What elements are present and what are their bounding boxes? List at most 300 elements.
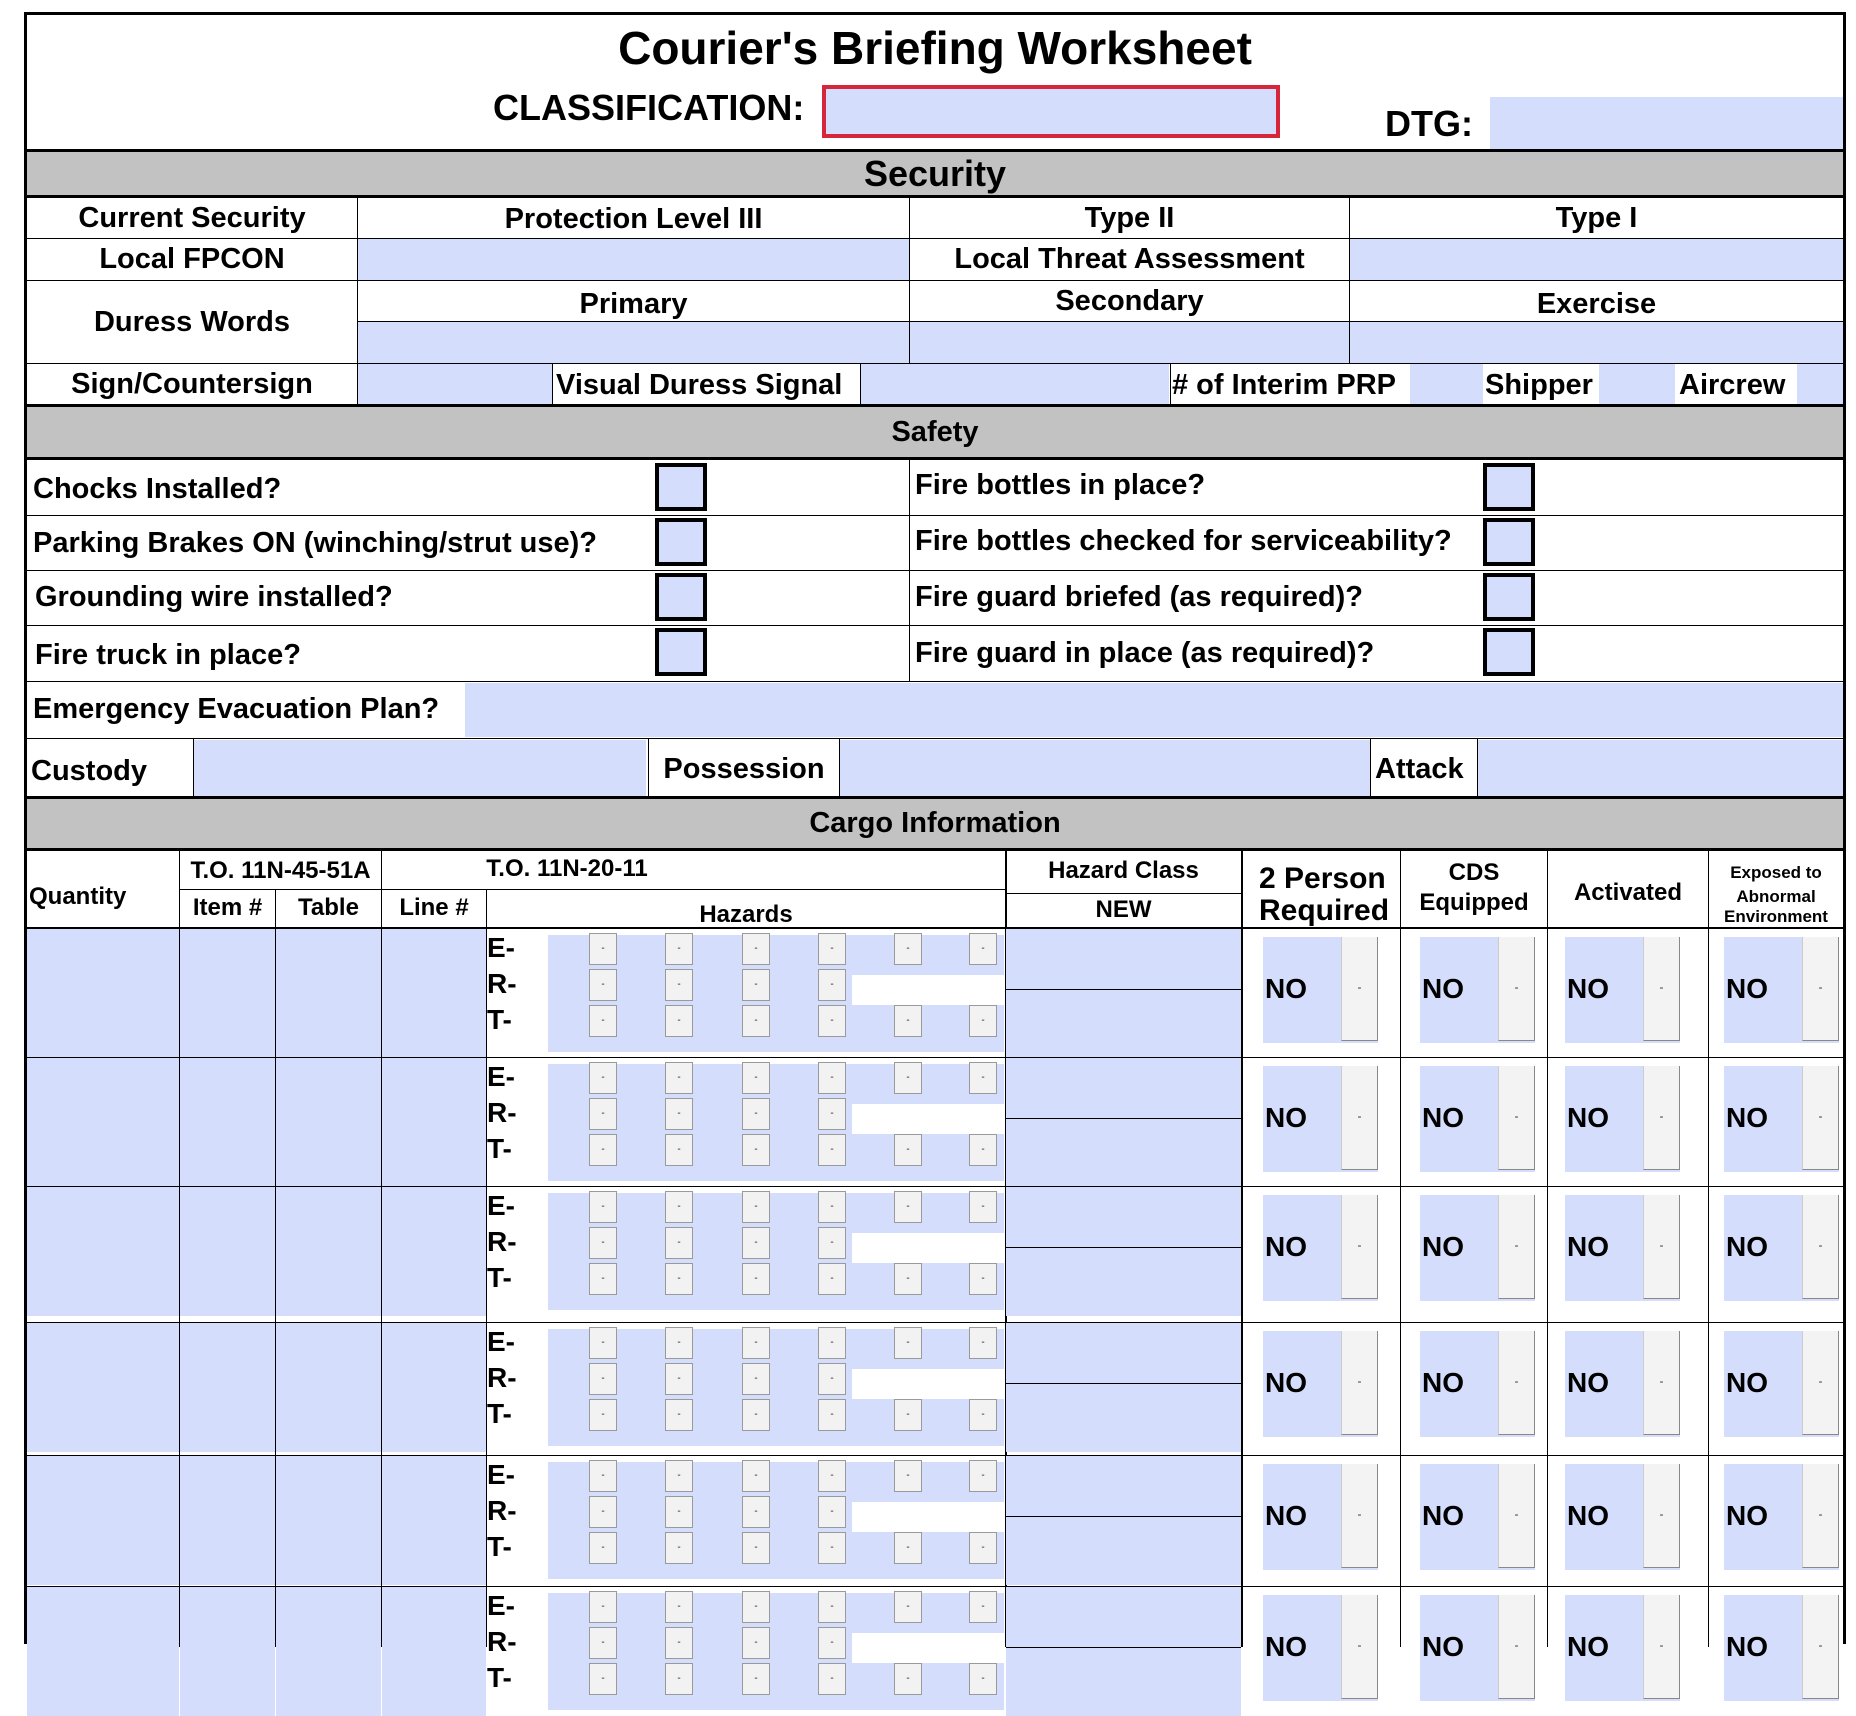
to-45-51a-header: T.O. 11N-45-51A (190, 857, 371, 884)
dropdown-value: NO (1567, 1500, 1609, 1531)
hazard-spin-button[interactable]: - (969, 1062, 997, 1094)
hazard-class-divider (1006, 1247, 1241, 1248)
ert-label: R- (487, 1626, 517, 1657)
dropdown-value: NO (1265, 1102, 1307, 1133)
dropdown-value: NO (1422, 1631, 1464, 1662)
hazards-gap (852, 975, 1004, 1005)
ert-label: R- (487, 1362, 517, 1393)
hazard-spin-button[interactable]: - (589, 1098, 617, 1130)
hazard-class-cell[interactable] (1006, 1323, 1241, 1452)
ert-label: E- (487, 1061, 515, 1092)
two-person-dropdown[interactable] (1263, 1331, 1378, 1437)
dropdown-value: NO (1726, 973, 1768, 1004)
hazard-spin-button[interactable]: - (742, 1263, 770, 1295)
fire-guard-in-place-checkbox[interactable] (1483, 628, 1535, 676)
cds-dropdown[interactable] (1420, 1066, 1535, 1172)
hazard-spin-button[interactable]: - (742, 1134, 770, 1166)
hazard-spin-button[interactable]: - (742, 1327, 770, 1359)
table-cell[interactable] (276, 929, 381, 1058)
dtg-label: DTG: (1385, 103, 1473, 144)
hazard-spin-button[interactable]: - (665, 969, 693, 1001)
fire-guard-briefed-label: Fire guard briefed (as required)? (915, 581, 1363, 613)
evac-plan-label: Emergency Evacuation Plan? (33, 693, 440, 725)
activated-dropdown[interactable] (1565, 1331, 1680, 1437)
ert-label: T- (487, 1004, 512, 1035)
hazard-class-cell[interactable] (1006, 929, 1241, 1058)
chevron-down-icon[interactable]: - (1498, 1195, 1535, 1299)
dropdown-value: NO (1265, 1367, 1307, 1398)
chevron-down-icon[interactable]: - (1643, 937, 1680, 1041)
hazard-spin-button[interactable]: - (818, 1627, 846, 1659)
exposed-header-1: Exposed to (1730, 863, 1822, 882)
hazard-spin-button[interactable]: - (818, 969, 846, 1001)
hazard-class-cell[interactable] (1006, 1187, 1241, 1316)
hazard-spin-button[interactable]: - (589, 1134, 617, 1166)
hazard-spin-button[interactable]: - (742, 1191, 770, 1223)
two-person-header-1: 2 Person (1259, 862, 1386, 895)
fire-guard-in-place-label: Fire guard in place (as required)? (915, 637, 1375, 669)
fire-bottles-checked-checkbox[interactable] (1483, 518, 1535, 566)
hazard-spin-button[interactable]: - (969, 1663, 997, 1695)
line-number-cell[interactable] (382, 1187, 486, 1316)
current-security-label: Current Security (78, 202, 306, 234)
quantity-cell[interactable] (27, 1187, 179, 1316)
exposed-header-2: Abnormal (1736, 887, 1816, 906)
hazard-spin-button[interactable]: - (665, 1098, 693, 1130)
hazard-spin-button[interactable]: - (589, 1062, 617, 1094)
hazard-spin-button[interactable]: - (969, 1460, 997, 1492)
hazard-spin-button[interactable]: - (969, 1191, 997, 1223)
chevron-down-icon[interactable]: - (1802, 1066, 1839, 1170)
table-cell[interactable] (276, 1058, 381, 1187)
sign-countersign-label: Sign/Countersign (71, 368, 313, 400)
hazard-spin-button[interactable]: - (818, 1263, 846, 1295)
quantity-cell[interactable] (27, 1323, 179, 1452)
local-threat-field[interactable] (1350, 239, 1843, 280)
hazard-spin-button[interactable]: - (589, 933, 617, 965)
dropdown-value: NO (1422, 1102, 1464, 1133)
hazard-class-divider (1006, 1516, 1241, 1517)
chevron-down-icon[interactable]: - (1341, 937, 1378, 1041)
quantity-cell[interactable] (27, 1587, 179, 1716)
hazard-spin-button[interactable]: - (742, 969, 770, 1001)
hazards-gap (852, 1104, 1004, 1134)
table-cell[interactable] (276, 1187, 381, 1316)
chevron-down-icon[interactable]: - (1341, 1331, 1378, 1435)
grounding-wire-checkbox[interactable] (655, 573, 707, 621)
grounding-wire-label: Grounding wire installed? (35, 581, 393, 613)
dropdown-value: NO (1726, 1102, 1768, 1133)
dropdown-value: NO (1265, 1631, 1307, 1662)
ert-label: T- (487, 1662, 512, 1693)
hazard-spin-button[interactable]: - (742, 1627, 770, 1659)
hazard-class-divider (1006, 989, 1241, 990)
dropdown-value: NO (1567, 1231, 1609, 1262)
hazard-spin-button[interactable]: - (589, 1363, 617, 1395)
classification-field[interactable] (822, 85, 1280, 138)
ert-label: E- (487, 932, 515, 963)
sign-countersign-field[interactable] (358, 364, 552, 404)
hazard-spin-button[interactable]: - (818, 1496, 846, 1528)
hazard-spin-button[interactable]: - (665, 1227, 693, 1259)
hazard-spin-button[interactable]: - (894, 1327, 922, 1359)
chevron-down-icon[interactable]: - (1498, 1066, 1535, 1170)
duress-words-label: Duress Words (93, 306, 291, 338)
ert-label: T- (487, 1262, 512, 1293)
duress-secondary-field[interactable] (910, 322, 1349, 363)
two-person-dropdown[interactable] (1263, 1464, 1378, 1570)
hazard-spin-button[interactable]: - (589, 1191, 617, 1223)
exposed-header-3: Environment (1724, 907, 1828, 926)
hazard-spin-button[interactable]: - (665, 1399, 693, 1431)
hazard-spin-button[interactable]: - (589, 1460, 617, 1492)
exposed-dropdown[interactable] (1724, 1464, 1839, 1570)
exposed-dropdown[interactable] (1724, 937, 1839, 1043)
dropdown-value: NO (1422, 973, 1464, 1004)
hazard-spin-button[interactable]: - (742, 1399, 770, 1431)
hazard-spin-button[interactable]: - (818, 1062, 846, 1094)
chevron-down-icon[interactable]: - (1498, 1331, 1535, 1435)
page-title: Courier's Briefing Worksheet (618, 22, 1252, 74)
custody-field[interactable] (194, 740, 646, 796)
fire-guard-briefed-checkbox[interactable] (1483, 573, 1535, 621)
duress-secondary-label: Secondary (1055, 285, 1204, 317)
hazard-spin-button[interactable]: - (665, 1062, 693, 1094)
dropdown-value: NO (1567, 1631, 1609, 1662)
hazard-spin-button[interactable]: - (742, 1496, 770, 1528)
chevron-down-icon[interactable]: - (1341, 1595, 1378, 1699)
hazards-gap (852, 1369, 1004, 1399)
line-number-header: Line # (399, 894, 469, 921)
activated-dropdown[interactable] (1565, 1195, 1680, 1301)
chocks-checkbox[interactable] (655, 463, 707, 511)
hazard-spin-button[interactable]: - (665, 1363, 693, 1395)
hazard-spin-button[interactable]: - (818, 933, 846, 965)
hazard-spin-button[interactable]: - (818, 1005, 846, 1037)
activated-header: Activated (1573, 879, 1683, 906)
parking-brakes-label: Parking Brakes ON (winching/strut use)? (33, 527, 597, 559)
hazard-spin-button[interactable]: - (894, 1591, 922, 1623)
local-fpcon-field[interactable] (358, 239, 909, 280)
fire-truck-checkbox[interactable] (655, 628, 707, 676)
hazard-spin-button[interactable]: - (665, 1134, 693, 1166)
chevron-down-icon[interactable]: - (1341, 1464, 1378, 1568)
ert-label: E- (487, 1326, 515, 1357)
hazard-spin-button[interactable]: - (969, 1532, 997, 1564)
hazard-spin-button[interactable]: - (818, 1363, 846, 1395)
chevron-down-icon[interactable]: - (1498, 937, 1535, 1041)
aircrew-label: Aircrew (1679, 369, 1786, 401)
table-cell[interactable] (276, 1587, 381, 1716)
duress-exercise-field[interactable] (1350, 322, 1843, 363)
hazard-spin-button[interactable]: - (894, 1532, 922, 1564)
hazard-spin-button[interactable]: - (665, 1663, 693, 1695)
protection-level-option[interactable]: Protection Level III (504, 203, 763, 235)
ert-label: E- (487, 1590, 515, 1621)
hazard-spin-button[interactable]: - (894, 1263, 922, 1295)
chevron-down-icon[interactable]: - (1341, 1066, 1378, 1170)
dropdown-value: NO (1265, 973, 1307, 1004)
exposed-dropdown[interactable] (1724, 1595, 1839, 1701)
ert-label: R- (487, 968, 517, 999)
item-number-cell[interactable] (180, 1456, 275, 1585)
hazard-spin-button[interactable]: - (589, 1263, 617, 1295)
two-person-dropdown[interactable] (1263, 937, 1378, 1043)
duress-primary-field[interactable] (358, 322, 909, 363)
chevron-down-icon[interactable]: - (1802, 1331, 1839, 1435)
two-person-dropdown[interactable] (1263, 1066, 1378, 1172)
type-i-option[interactable]: Type I (1555, 202, 1638, 234)
hazard-spin-button[interactable]: - (742, 1663, 770, 1695)
item-number-cell[interactable] (180, 1058, 275, 1187)
fire-bottles-label: Fire bottles in place? (915, 469, 1206, 501)
ert-label: E- (487, 1459, 515, 1490)
hazard-spin-button[interactable]: - (589, 1005, 617, 1037)
two-person-header-2: Required (1259, 894, 1390, 927)
line-number-cell[interactable] (382, 1058, 486, 1187)
hazard-spin-button[interactable]: - (589, 1627, 617, 1659)
hazard-spin-button[interactable]: - (894, 1460, 922, 1492)
hazard-spin-button[interactable]: - (818, 1399, 846, 1431)
hazard-spin-button[interactable]: - (742, 1098, 770, 1130)
dropdown-value: NO (1265, 1500, 1307, 1531)
hazard-spin-button[interactable]: - (665, 933, 693, 965)
dropdown-value: NO (1567, 1367, 1609, 1398)
attack-label: Attack (1375, 753, 1464, 785)
hazard-spin-button[interactable]: - (818, 1460, 846, 1492)
quantity-header: Quantity (29, 883, 127, 910)
interim-prp-field[interactable] (1410, 364, 1483, 404)
aircrew-field[interactable] (1797, 364, 1843, 404)
fire-truck-label: Fire truck in place? (35, 639, 301, 671)
cds-dropdown[interactable] (1420, 1464, 1535, 1570)
line-number-cell[interactable] (382, 929, 486, 1058)
dropdown-value: NO (1265, 1231, 1307, 1262)
chevron-down-icon[interactable]: - (1643, 1595, 1680, 1699)
custody-label: Custody (31, 755, 147, 787)
chevron-down-icon[interactable]: - (1341, 1195, 1378, 1299)
hazard-class-cell[interactable] (1006, 1587, 1241, 1716)
hazard-spin-button[interactable]: - (894, 1663, 922, 1695)
ert-label: R- (487, 1097, 517, 1128)
hazards-gap (852, 1233, 1004, 1263)
hazard-spin-button[interactable]: - (742, 1227, 770, 1259)
worksheet-frame (24, 12, 1846, 1693)
cds-dropdown[interactable] (1420, 1331, 1535, 1437)
hazard-spin-button[interactable]: - (742, 1591, 770, 1623)
chevron-down-icon[interactable]: - (1802, 1464, 1839, 1568)
shipper-field[interactable] (1599, 364, 1675, 404)
hazard-spin-button[interactable]: - (818, 1227, 846, 1259)
hazard-spin-button[interactable]: - (589, 1327, 617, 1359)
chevron-down-icon[interactable]: - (1802, 937, 1839, 1041)
hazard-spin-button[interactable]: - (665, 1327, 693, 1359)
possession-label: Possession (663, 753, 825, 785)
hazard-spin-button[interactable]: - (969, 1591, 997, 1623)
interim-prp-label: # of Interim PRP (1172, 369, 1396, 401)
hazard-spin-button[interactable]: - (818, 1663, 846, 1695)
activated-dropdown[interactable] (1565, 937, 1680, 1043)
item-number-header: Item # (192, 894, 263, 921)
hazard-spin-button[interactable]: - (894, 1062, 922, 1094)
hazard-class-divider (1006, 1118, 1241, 1119)
fire-bottles-checked-label: Fire bottles checked for serviceability? (915, 525, 1452, 557)
ert-label: R- (487, 1226, 517, 1257)
parking-brakes-checkbox[interactable] (655, 518, 707, 566)
two-person-dropdown[interactable] (1263, 1595, 1378, 1701)
hazard-spin-button[interactable]: - (742, 1460, 770, 1492)
ert-label: T- (487, 1398, 512, 1429)
hazard-spin-button[interactable]: - (665, 1191, 693, 1223)
hazard-spin-button[interactable]: - (969, 1005, 997, 1037)
dropdown-value: NO (1726, 1631, 1768, 1662)
hazard-spin-button[interactable]: - (742, 1532, 770, 1564)
chevron-down-icon[interactable]: - (1498, 1595, 1535, 1699)
classification-label: CLASSIFICATION: (493, 87, 805, 128)
hazard-spin-button[interactable]: - (589, 969, 617, 1001)
hazard-spin-button[interactable]: - (894, 1134, 922, 1166)
hazard-spin-button[interactable]: - (665, 1532, 693, 1564)
table-cell[interactable] (276, 1456, 381, 1585)
quantity-cell[interactable] (27, 1456, 179, 1585)
item-number-cell[interactable] (180, 1323, 275, 1452)
hazard-spin-button[interactable]: - (665, 1496, 693, 1528)
dropdown-value: NO (1422, 1367, 1464, 1398)
hazard-spin-button[interactable]: - (665, 1627, 693, 1659)
chevron-down-icon[interactable]: - (1802, 1195, 1839, 1299)
table-cell[interactable] (276, 1323, 381, 1452)
line-number-cell[interactable] (382, 1323, 486, 1452)
dropdown-value: NO (1422, 1500, 1464, 1531)
hazard-spin-button[interactable]: - (665, 1591, 693, 1623)
hazard-spin-button[interactable]: - (742, 1363, 770, 1395)
hazard-spin-button[interactable]: - (818, 1191, 846, 1223)
hazards-gap (852, 1502, 1004, 1532)
hazard-spin-button[interactable]: - (742, 933, 770, 965)
hazard-spin-button[interactable]: - (818, 1327, 846, 1359)
hazard-class-cell[interactable] (1006, 1456, 1241, 1585)
hazard-spin-button[interactable]: - (894, 1399, 922, 1431)
hazard-spin-button[interactable]: - (818, 1591, 846, 1623)
exposed-dropdown[interactable] (1724, 1331, 1839, 1437)
cargo-header: Cargo Information (27, 796, 1843, 851)
table-header: Table (298, 894, 359, 921)
visual-duress-field[interactable] (861, 364, 1169, 404)
cds-header-2: Equipped (1419, 889, 1529, 916)
activated-dropdown[interactable] (1565, 1595, 1680, 1701)
hazard-spin-button[interactable]: - (969, 933, 997, 965)
ert-label: E- (487, 1190, 515, 1221)
chevron-down-icon[interactable]: - (1643, 1066, 1680, 1170)
two-person-dropdown[interactable] (1263, 1195, 1378, 1301)
chevron-down-icon[interactable]: - (1643, 1195, 1680, 1299)
hazard-spin-button[interactable]: - (818, 1098, 846, 1130)
chocks-label: Chocks Installed? (33, 473, 282, 505)
hazard-spin-button[interactable]: - (894, 933, 922, 965)
dropdown-value: NO (1726, 1367, 1768, 1398)
activated-dropdown[interactable] (1565, 1464, 1680, 1570)
quantity-cell[interactable] (27, 1058, 179, 1187)
activated-dropdown[interactable] (1565, 1066, 1680, 1172)
hazard-spin-button[interactable]: - (894, 1005, 922, 1037)
hazard-spin-button[interactable]: - (742, 1005, 770, 1037)
hazard-spin-button[interactable]: - (589, 1399, 617, 1431)
shipper-label: Shipper (1485, 369, 1593, 401)
dropdown-value: NO (1726, 1231, 1768, 1262)
hazard-spin-button[interactable]: - (665, 1460, 693, 1492)
cds-dropdown[interactable] (1420, 937, 1535, 1043)
line-number-cell[interactable] (382, 1587, 486, 1716)
visual-duress-label: Visual Duress Signal (556, 369, 843, 401)
hazard-spin-button[interactable]: - (818, 1134, 846, 1166)
item-number-cell[interactable] (180, 1587, 275, 1716)
hazard-spin-button[interactable]: - (969, 1263, 997, 1295)
duress-exercise-label: Exercise (1536, 288, 1657, 320)
dropdown-value: NO (1567, 1102, 1609, 1133)
hazard-class-header: Hazard Class (1048, 857, 1199, 884)
security-header: Security (27, 149, 1843, 198)
fire-bottles-checkbox[interactable] (1483, 463, 1535, 511)
hazards-header: Hazards (699, 901, 793, 928)
ert-label: T- (487, 1531, 512, 1562)
hazard-spin-button[interactable]: - (969, 1399, 997, 1431)
item-number-cell[interactable] (180, 929, 275, 1058)
chevron-down-icon[interactable]: - (1643, 1331, 1680, 1435)
quantity-cell[interactable] (27, 929, 179, 1058)
dropdown-value: NO (1726, 1500, 1768, 1531)
hazard-spin-button[interactable]: - (589, 1663, 617, 1695)
item-number-cell[interactable] (180, 1187, 275, 1316)
cds-dropdown[interactable] (1420, 1595, 1535, 1701)
hazard-spin-button[interactable]: - (818, 1532, 846, 1564)
line-number-cell[interactable] (382, 1456, 486, 1585)
hazard-spin-button[interactable]: - (589, 1532, 617, 1564)
ert-label: R- (487, 1495, 517, 1526)
hazard-new-header: NEW (1095, 896, 1152, 923)
hazard-spin-button[interactable]: - (589, 1591, 617, 1623)
hazards-gap (852, 1633, 1004, 1663)
chevron-down-icon[interactable]: - (1643, 1464, 1680, 1568)
hazard-spin-button[interactable]: - (742, 1062, 770, 1094)
hazard-spin-button[interactable]: - (589, 1227, 617, 1259)
local-threat-label: Local Threat Assessment (954, 243, 1305, 275)
hazard-spin-button[interactable]: - (665, 1005, 693, 1037)
ert-label: T- (487, 1133, 512, 1164)
exposed-dropdown[interactable] (1724, 1195, 1839, 1301)
local-fpcon-label: Local FPCON (99, 243, 285, 275)
hazard-spin-button[interactable]: - (969, 1134, 997, 1166)
hazard-spin-button[interactable]: - (665, 1263, 693, 1295)
possession-field[interactable] (840, 740, 1370, 796)
attack-field[interactable] (1478, 740, 1843, 796)
exposed-dropdown[interactable] (1724, 1066, 1839, 1172)
dtg-field[interactable] (1490, 97, 1843, 149)
chevron-down-icon[interactable]: - (1498, 1464, 1535, 1568)
hazard-class-cell[interactable] (1006, 1058, 1241, 1187)
hazard-spin-button[interactable]: - (589, 1496, 617, 1528)
hazard-spin-button[interactable]: - (894, 1191, 922, 1223)
cds-header-1: CDS (1448, 859, 1500, 886)
hazard-class-divider (1006, 1647, 1241, 1648)
type-ii-option[interactable]: Type II (1084, 202, 1175, 234)
hazard-spin-button[interactable]: - (969, 1327, 997, 1359)
duress-primary-label: Primary (579, 288, 688, 320)
evac-plan-field[interactable] (465, 683, 1843, 737)
cds-dropdown[interactable] (1420, 1195, 1535, 1301)
chevron-down-icon[interactable]: - (1802, 1595, 1839, 1699)
safety-header: Safety (27, 404, 1843, 460)
hazard-class-divider (1006, 1383, 1241, 1384)
